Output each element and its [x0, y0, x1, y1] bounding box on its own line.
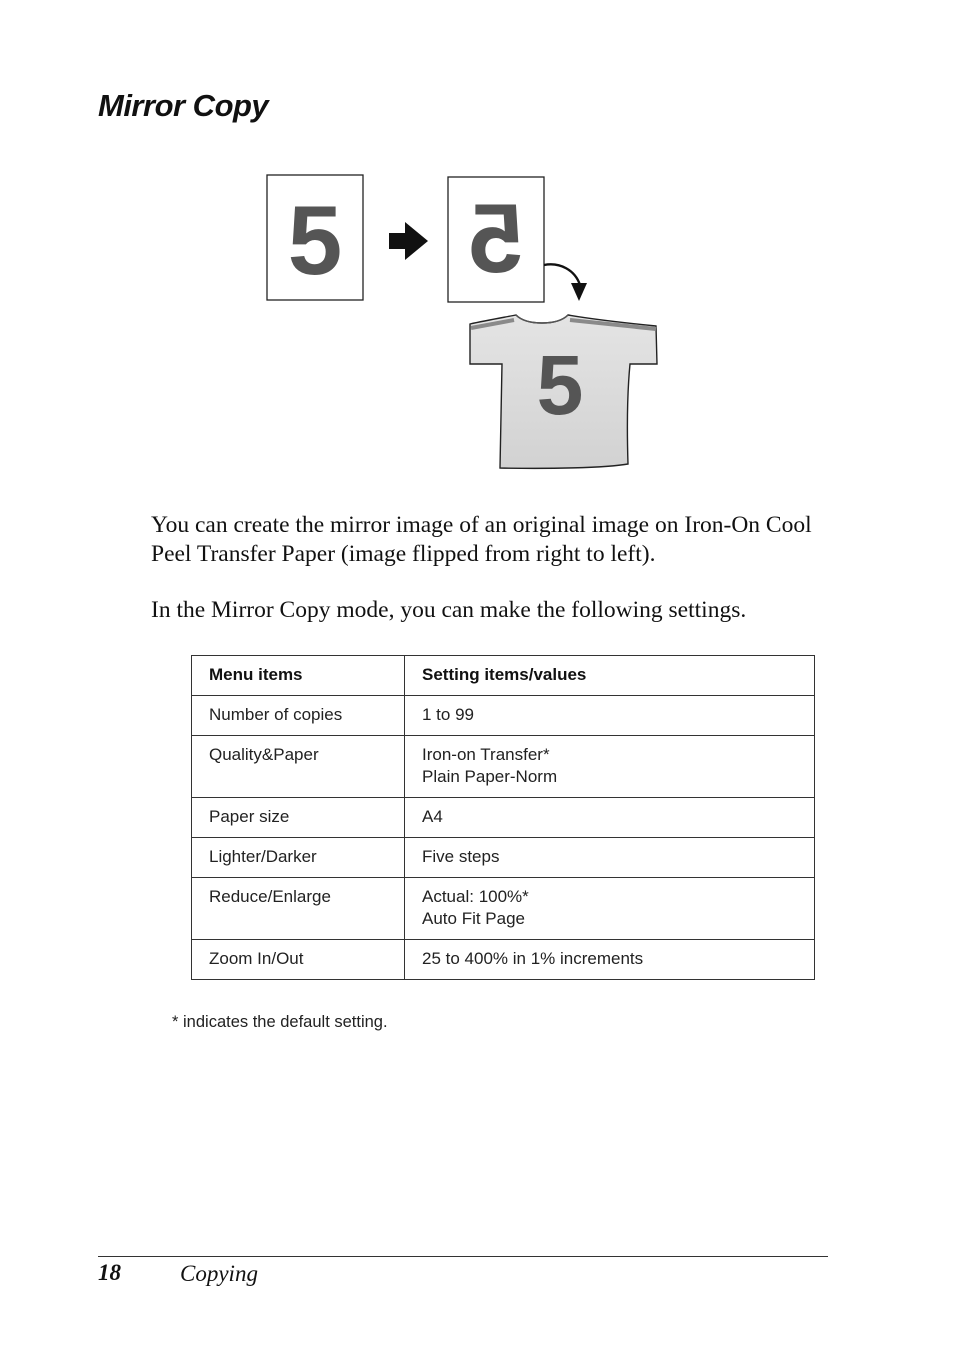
intro-paragraph: You can create the mirror image of an original image on Iron-On Cool Peel Transfer Paper (image flipped from right to left). [151, 512, 812, 567]
setting-value: Iron-on Transfer* [422, 745, 550, 764]
footer-section-name: Copying [180, 1261, 258, 1286]
table-row [192, 940, 815, 980]
column-header-setting-values: Setting items/values [405, 656, 815, 696]
setting-value: A4 [422, 807, 443, 826]
menu-item-cell: Lighter/Darker [192, 838, 405, 878]
menu-item-cell: Quality&Paper [192, 736, 405, 798]
mirror-copy-illustration [260, 170, 670, 475]
setting-value: 1 to 99 [422, 705, 474, 724]
default-setting-footnote: * indicates the default setting. [172, 1013, 388, 1031]
curved-arrow-icon [544, 264, 587, 301]
page-title: Mirror Copy [98, 88, 269, 123]
table-row [192, 878, 815, 940]
setting-value-cell [405, 838, 815, 878]
settings-intro-paragraph: In the Mirror Copy mode, you can make the following settings. [151, 597, 747, 623]
setting-value: Auto Fit Page [422, 909, 526, 928]
t-shirt-icon [470, 315, 657, 468]
table-row [192, 838, 815, 878]
page-number: 18 [98, 1260, 121, 1285]
shirt-digit: 5 [536, 338, 584, 432]
menu-item-cell: Zoom In/Out [192, 940, 405, 980]
menu-item-cell: Number of copies [192, 696, 405, 736]
setting-value: Five steps [422, 847, 500, 866]
setting-value: Plain Paper-Norm [422, 767, 558, 786]
mirrored-digit: 5 [468, 183, 524, 293]
original-digit: 5 [287, 185, 343, 295]
settings-table [191, 655, 815, 980]
menu-item-cell: Reduce/Enlarge [192, 878, 405, 940]
original-page-icon [267, 175, 363, 300]
table-row [192, 736, 815, 798]
footer-divider [98, 1256, 828, 1257]
setting-value: Actual: 100%* [422, 887, 529, 906]
menu-item-cell: Paper size [192, 798, 405, 838]
setting-value-cell [405, 798, 815, 838]
setting-value-cell [405, 940, 815, 980]
column-header-menu-items: Menu items [192, 656, 405, 696]
table-row [192, 696, 815, 736]
mirrored-page-icon [448, 177, 544, 302]
setting-value: 25 to 400% in 1% increments [422, 949, 644, 968]
right-arrow-icon [389, 222, 428, 260]
setting-value-cell [405, 878, 815, 940]
setting-value-cell [405, 696, 815, 736]
table-row [192, 798, 815, 838]
setting-value-cell [405, 736, 815, 798]
table-header-row [192, 656, 815, 696]
